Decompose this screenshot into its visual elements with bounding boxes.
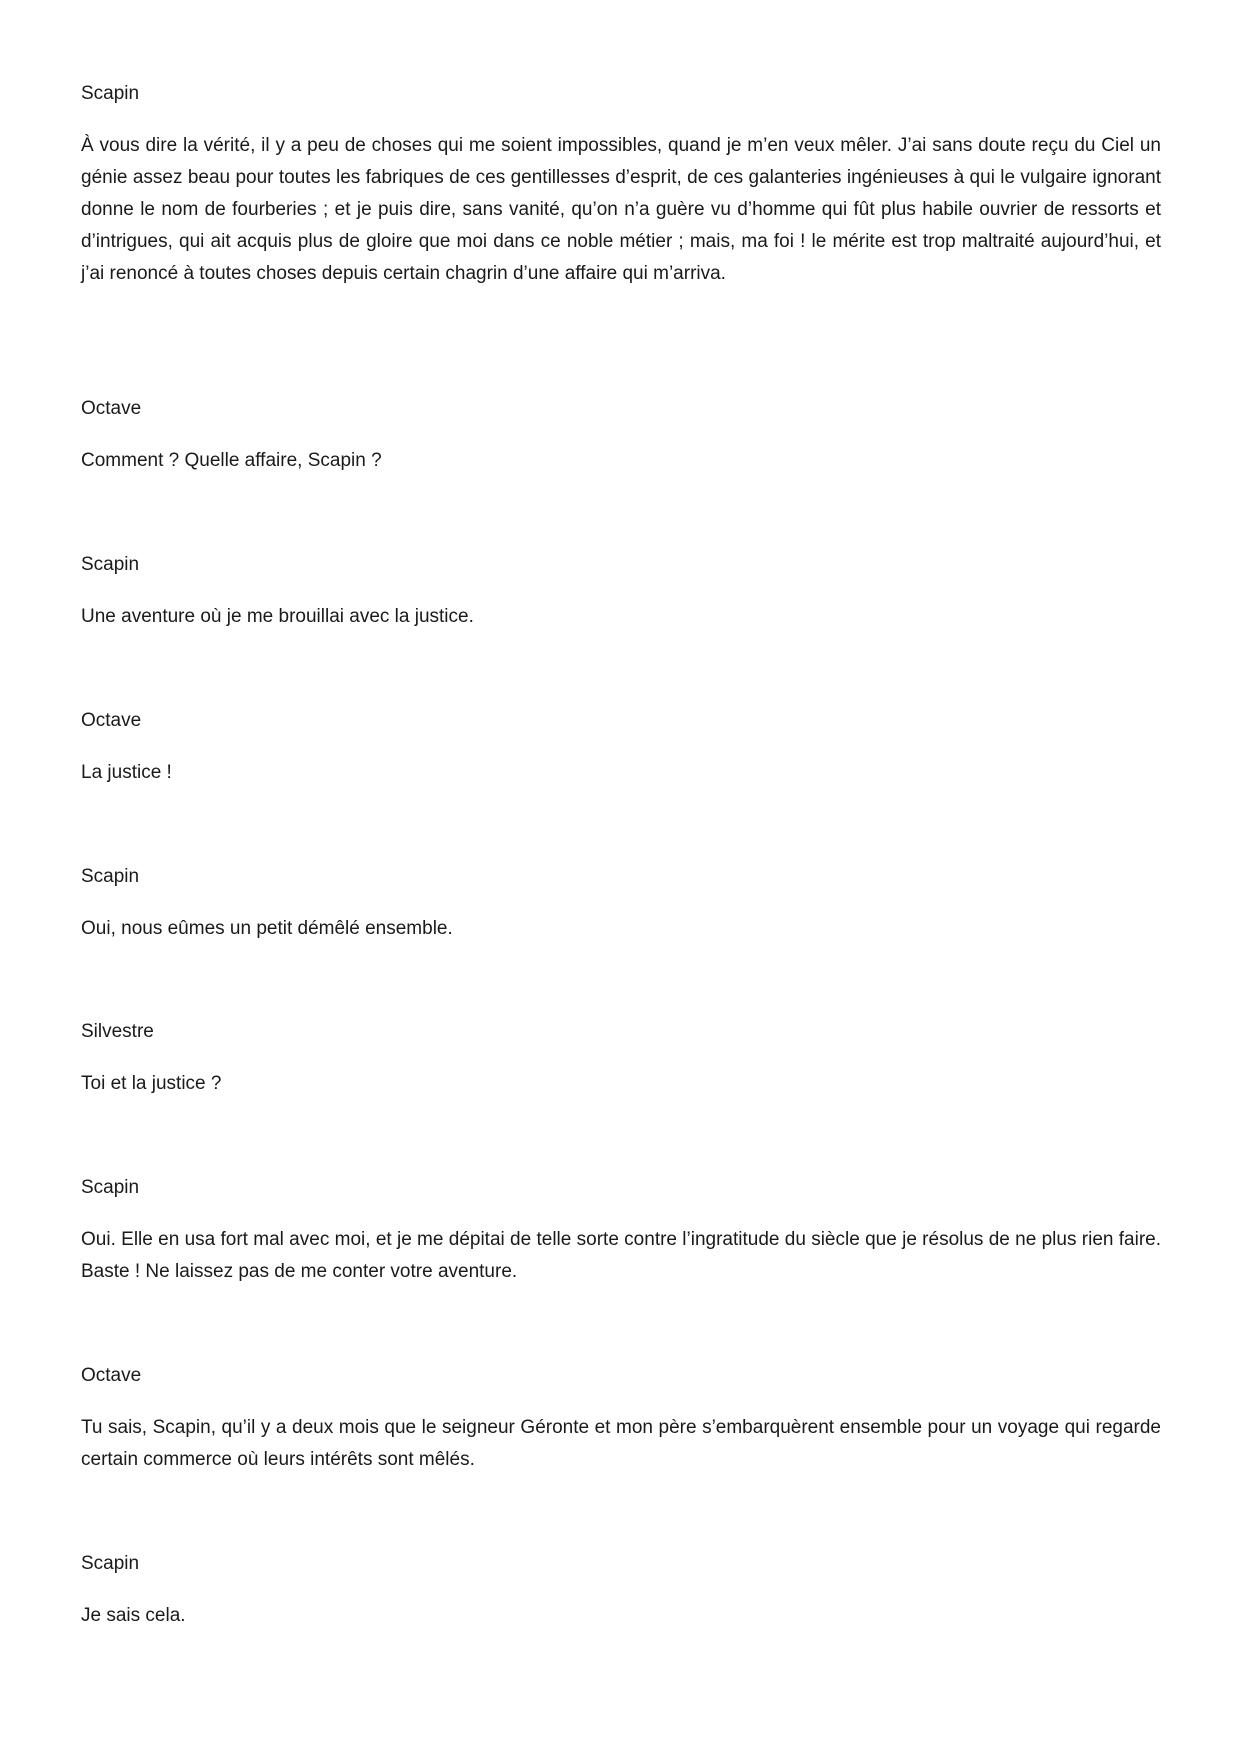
dialogue-line: Oui, nous eûmes un petit démêlé ensemble. — [81, 918, 453, 939]
speaker-name: Octave — [81, 1365, 142, 1386]
dialogue-line: Toi et la justice ? — [81, 1073, 222, 1094]
speaker-name: Scapin — [81, 83, 140, 104]
speaker-name: Scapin — [81, 866, 140, 887]
speaker-name: Scapin — [81, 1553, 140, 1574]
dialogue-line: Je sais cela. — [81, 1605, 186, 1626]
dialogue-line: Une aventure où je me brouillai avec la justice. — [81, 606, 474, 627]
dialogue-line: La justice ! — [81, 762, 172, 783]
dialogue-line: À vous dire la vérité, il y a peu de choses qui me soient impossibles, quand je m’en veux mêler. J’ai sans doute reçu du Ciel un génie assez beau pour toutes les fabriques de ces gentillesses d’esprit, de ces galanteries ingénieuses à qui le vulgaire ignorant donne le nom de fourberies ; et je puis dire, sans vanité, qu’on n’a guère vu d’homme qui fût plus habile ouvrier de ressorts et d’intrigues, qui ait acquis plus de gloire que moi dans ce noble métier ; mais, ma foi ! le mérite est trop maltraité aujourd’hui, et j’ai renoncé à toutes choses depuis certain chagrin d’une affaire qui m’arriva. — [81, 135, 1161, 284]
dialogue-line: Oui. Elle en usa fort mal avec moi, et je me dépitai de telle sorte contre l’ingratitude du siècle que je résolus de ne plus rien faire. Baste ! Ne laissez pas de me conter votre aventure. — [81, 1229, 1161, 1282]
speaker-name: Silvestre — [81, 1021, 154, 1042]
speaker-name: Scapin — [81, 554, 140, 575]
speaker-name: Octave — [81, 398, 142, 419]
speaker-name: Scapin — [81, 1177, 140, 1198]
dialogue-line: Tu sais, Scapin, qu’il y a deux mois que le seigneur Géronte et mon père s’embarquèrent ensemble pour un voyage qui regarde certain commerce où leurs intérêts sont mêlés. — [81, 1417, 1161, 1470]
speaker-name: Octave — [81, 710, 142, 731]
dialogue-line: Comment ? Quelle affaire, Scapin ? — [81, 450, 382, 471]
